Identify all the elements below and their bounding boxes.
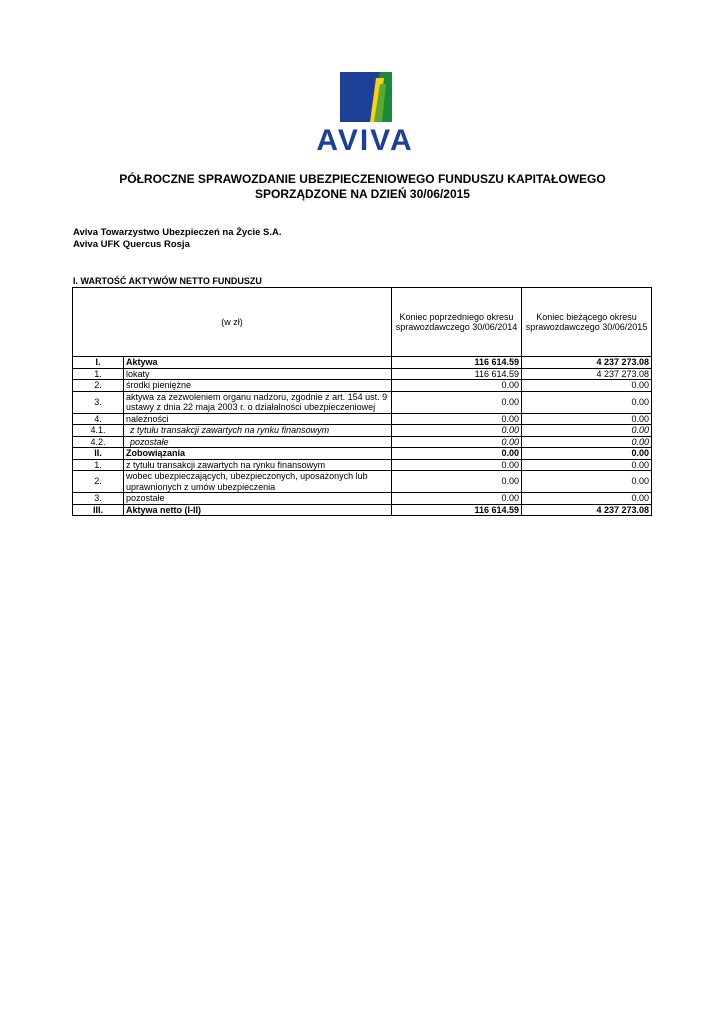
table-row bbox=[73, 448, 652, 460]
value-prev: 116 614.59 bbox=[392, 368, 522, 380]
row-label: aktywa za zezwoleniem organu nadzoru, zgodnie z art. 154 ust. 9 ustawy z dnia 22 maja 2003 r. o działalności ubezpieczeniowej bbox=[124, 391, 392, 413]
row-number: 2. bbox=[73, 380, 124, 392]
row-label: pozostałe bbox=[124, 493, 392, 505]
value-prev: 0.00 bbox=[392, 471, 522, 493]
value-prev: 0.00 bbox=[392, 459, 522, 471]
row-number: II. bbox=[73, 448, 124, 460]
value-curr: 4 237 273.08 bbox=[522, 357, 652, 369]
value-curr: 4 237 273.08 bbox=[522, 504, 652, 516]
col-header-curr: Koniec bieżącego okresu sprawozdawczego 30/06/2015 bbox=[522, 288, 652, 357]
table-row bbox=[73, 391, 652, 413]
row-number: 4.2. bbox=[73, 436, 124, 448]
value-curr: 0.00 bbox=[522, 413, 652, 425]
row-label: z tytułu transakcji zawartych na rynku finansowym bbox=[124, 459, 392, 471]
row-label: z tytułu transakcji zawartych na rynku finansowym bbox=[124, 425, 392, 437]
net-assets-table bbox=[72, 287, 652, 516]
row-label: Aktywa bbox=[124, 357, 392, 369]
fund-name: Aviva UFK Quercus Rosja bbox=[73, 239, 190, 250]
value-curr: 0.00 bbox=[522, 391, 652, 413]
table-row bbox=[73, 471, 652, 493]
row-label: lokaty bbox=[124, 368, 392, 380]
value-prev: 0.00 bbox=[392, 391, 522, 413]
col-header-prev: Koniec poprzedniego okresu sprawozdawczego 30/06/2014 bbox=[392, 288, 522, 357]
aviva-logo-mark bbox=[340, 72, 392, 122]
row-label: należności bbox=[124, 413, 392, 425]
unit-label: (w zł) bbox=[73, 288, 392, 357]
row-label: Zobowiązania bbox=[124, 448, 392, 460]
row-number: III. bbox=[73, 504, 124, 516]
value-prev: 0.00 bbox=[392, 493, 522, 505]
table-row bbox=[73, 459, 652, 471]
value-curr: 0.00 bbox=[522, 436, 652, 448]
company-name: Aviva Towarzystwo Ubezpieczeń na Życie S.A. bbox=[73, 227, 282, 238]
row-label: pozostałe bbox=[124, 436, 392, 448]
aviva-wordmark: AVIVA bbox=[316, 124, 414, 157]
value-curr: 0.00 bbox=[522, 459, 652, 471]
value-curr: 0.00 bbox=[522, 471, 652, 493]
row-number: 4.1. bbox=[73, 425, 124, 437]
table-header-row bbox=[73, 288, 652, 357]
value-prev: 0.00 bbox=[392, 425, 522, 437]
row-number: 1. bbox=[73, 459, 124, 471]
value-prev: 0.00 bbox=[392, 413, 522, 425]
row-label: Aktywa netto (I-II) bbox=[124, 504, 392, 516]
table-row bbox=[73, 413, 652, 425]
value-prev: 0.00 bbox=[392, 380, 522, 392]
row-number: I. bbox=[73, 357, 124, 369]
value-curr: 0.00 bbox=[522, 493, 652, 505]
row-number: 3. bbox=[73, 493, 124, 505]
table-row bbox=[73, 504, 652, 516]
table-row bbox=[73, 436, 652, 448]
value-prev: 0.00 bbox=[392, 448, 522, 460]
value-curr: 0.00 bbox=[522, 448, 652, 460]
table-row bbox=[73, 493, 652, 505]
section-title: I. WARTOŚĆ AKTYWÓW NETTO FUNDUSZU bbox=[73, 276, 262, 286]
report-title: PÓŁROCZNE SPRAWOZDANIE UBEZPIECZENIOWEGO FUNDUSZU KAPITAŁOWEGO bbox=[119, 172, 606, 186]
row-number: 3. bbox=[73, 391, 124, 413]
value-prev: 0.00 bbox=[392, 436, 522, 448]
row-number: 4. bbox=[73, 413, 124, 425]
value-curr: 4 237 273.08 bbox=[522, 368, 652, 380]
value-curr: 0.00 bbox=[522, 380, 652, 392]
table-row bbox=[73, 380, 652, 392]
value-curr: 0.00 bbox=[522, 425, 652, 437]
table-row bbox=[73, 368, 652, 380]
report-subtitle: SPORZĄDZONE NA DZIEŃ 30/06/2015 bbox=[255, 187, 470, 201]
row-label: środki pieniężne bbox=[124, 380, 392, 392]
row-number: 2. bbox=[73, 471, 124, 493]
row-label: wobec ubezpieczających, ubezpieczonych, uposażonych lub uprawnionych z umów ubezpieczenia bbox=[124, 471, 392, 493]
row-number: 1. bbox=[73, 368, 124, 380]
value-prev: 116 614.59 bbox=[392, 357, 522, 369]
table-row bbox=[73, 425, 652, 437]
table-row bbox=[73, 357, 652, 369]
aviva-logo bbox=[300, 72, 430, 158]
value-prev: 116 614.59 bbox=[392, 504, 522, 516]
